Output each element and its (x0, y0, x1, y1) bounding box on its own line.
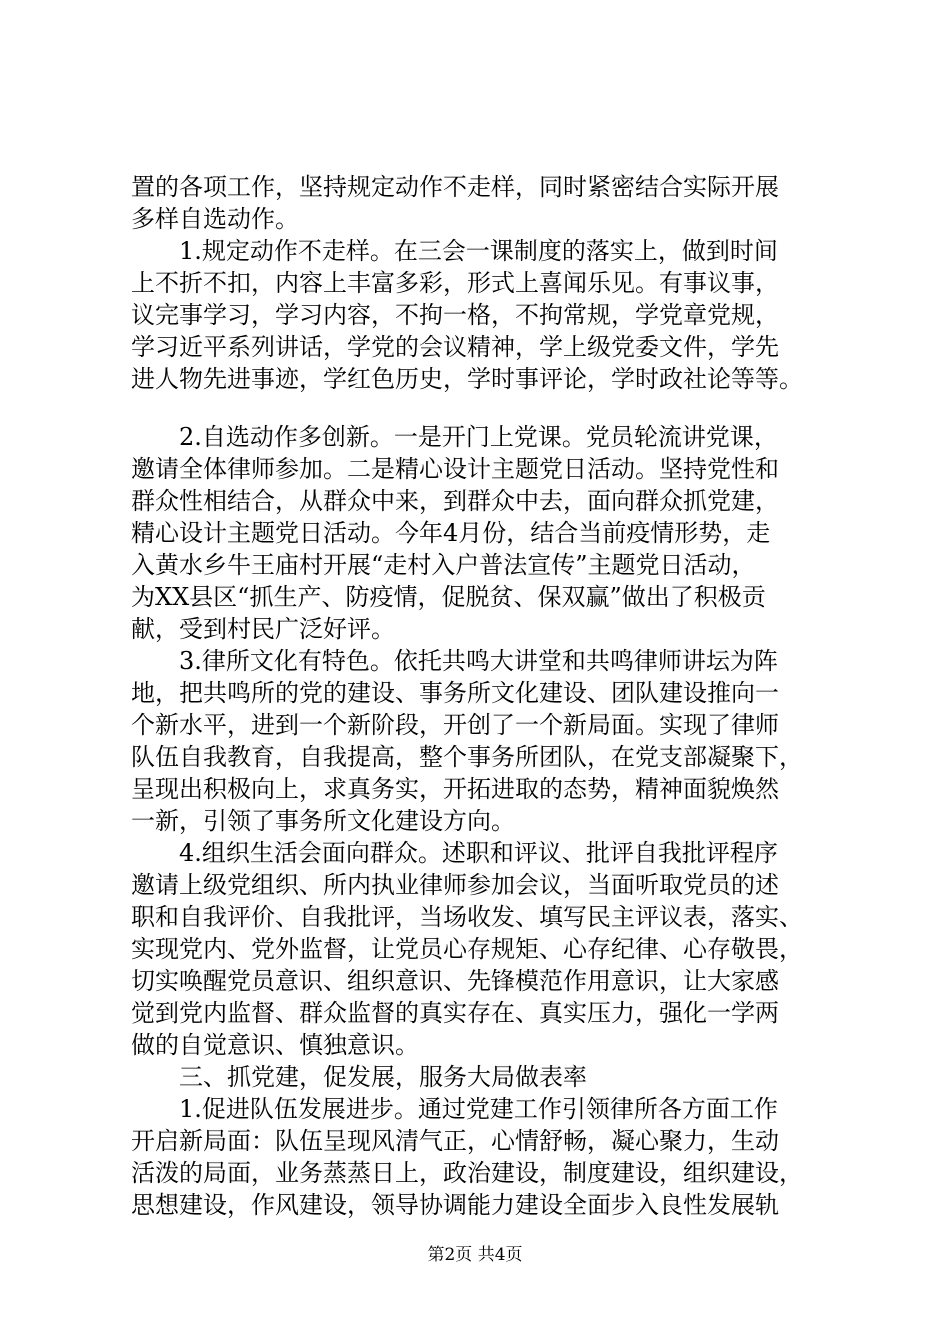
text-line: 群众性相结合，从群众中来，到群众中去，面向群众抓党建， (131, 487, 779, 515)
text-line: 切实唤醒党员意识、组织意识、先锋模范作用意识，让大家感 (131, 967, 779, 995)
text-line: 上不折不扣，内容上丰富多彩，形式上喜闻乐见。有事议事， (131, 269, 779, 297)
text-line: 为XX县区“抓生产、防疫情，促脱贫、保双赢”做出了积极贡 (131, 583, 766, 611)
paragraph-gap (131, 395, 831, 421)
paragraph-start-line: 4.组织生活会面向群众。述职和评议、批评自我批评程序 (179, 839, 778, 867)
section-heading: 三、抓党建，促发展，服务大局做表率 (179, 1063, 587, 1091)
text-line: 做的自觉意识、慎独意识。 (131, 1031, 419, 1059)
document-body (131, 171, 831, 1221)
text-line: 邀请上级党组织、所内执业律师参加会议，当面听取党员的述 (131, 871, 779, 899)
text-line: 置的各项工作，坚持规定动作不走样，同时紧密结合实际开展 (131, 173, 779, 201)
text-line: 精心设计主题党日活动。今年4月份，结合当前疫情形势，走 (131, 519, 771, 547)
paragraph-start-line: 1.规定动作不走样。在三会一课制度的落实上，做到时间 (179, 237, 778, 265)
text-line: 入黄水乡牛王庙村开展“走村入户普法宣传”主题党日活动， (131, 551, 756, 579)
page-number-footer: 第2页 共4页 (427, 1245, 523, 1265)
text-line: 思想建设，作风建设，领导协调能力建设全面步入良性发展轨 (131, 1191, 779, 1219)
text-line: 献，受到村民广泛好评。 (131, 615, 395, 643)
text-line: 议完事学习，学习内容，不拘一格，不拘常规，学党章党规， (131, 301, 779, 329)
text-line: 一新，引领了事务所文化建设方向。 (131, 807, 515, 835)
text-line: 实现党内、党外监督，让党员心存规矩、心存纪律、心存敬畏， (131, 935, 803, 963)
text-line: 队伍自我教育，自我提高，整个事务所团队，在党支部凝聚下， (131, 743, 803, 771)
text-line: 职和自我评价、自我批评，当场收发、填写民主评议表，落实、 (131, 903, 803, 931)
text-line: 进人物先进事迹，学红色历史，学时事评论，学时政社论等等。 (131, 365, 803, 393)
text-line: 学习近平系列讲话，学党的会议精神，学上级党委文件，学先 (131, 333, 779, 361)
text-line: 地，把共鸣所的党的建设、事务所文化建设、团队建设推向一 (131, 679, 779, 707)
text-line: 多样自选动作。 (131, 205, 299, 233)
text-line: 邀请全体律师参加。二是精心设计主题党日活动。坚持党性和 (131, 455, 779, 483)
paragraph-start-line: 2.自选动作多创新。一是开门上党课。党员轮流讲党课， (179, 423, 778, 451)
text-line: 开启新局面：队伍呈现风清气正，心情舒畅，凝心聚力，生动 (131, 1127, 779, 1155)
text-line: 觉到党内监督、群众监督的真实存在、真实压力，强化一学两 (131, 999, 779, 1027)
text-line: 活泼的局面，业务蒸蒸日上，政治建设，制度建设，组织建设， (131, 1159, 803, 1187)
paragraph-start-line: 3.律所文化有特色。依托共鸣大讲堂和共鸣律师讲坛为阵 (179, 647, 778, 675)
text-line: 个新水平，进到一个新阶段，开创了一个新局面。实现了律师 (131, 711, 779, 739)
paragraph-start-line: 1.促进队伍发展进步。通过党建工作引领律所各方面工作 (179, 1095, 778, 1123)
text-line: 呈现出积极向上，求真务实，开拓进取的态势，精神面貌焕然 (131, 775, 779, 803)
